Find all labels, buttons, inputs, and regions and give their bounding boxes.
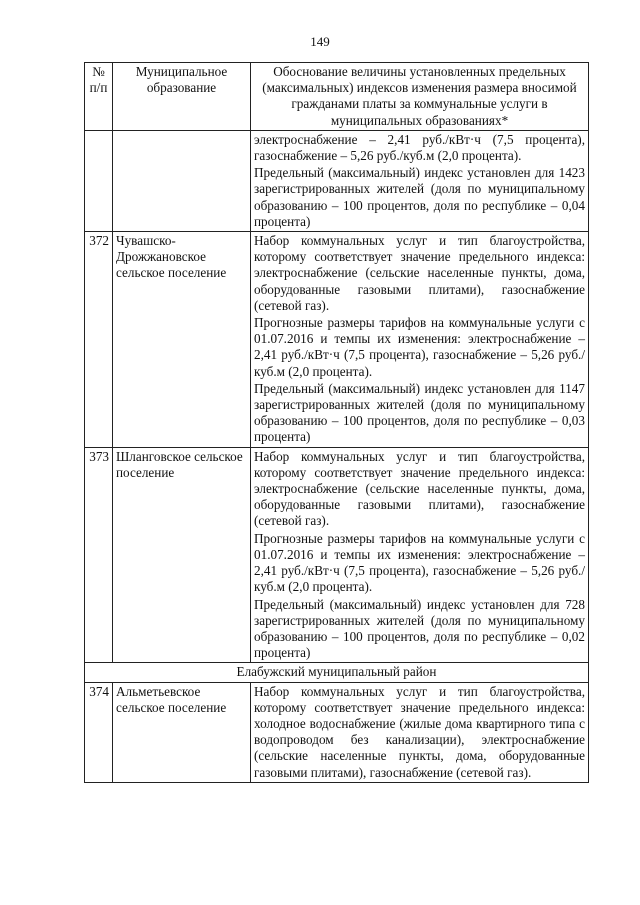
header-municipality: Муниципальное образование bbox=[113, 63, 251, 131]
page-number: 149 bbox=[310, 34, 330, 49]
paragraph: Прогнозные размеры тарифов на коммунальные услуги с 01.07.2016 и темпы их изменения: электроснабжение – 2,41 руб./кВт·ч (7,5 процента), газоснабжение – 5,26 руб./куб.м (2,0 процента). bbox=[254, 315, 585, 379]
row-municipality: Чувашско-Дрожжановское сельское поселение bbox=[113, 232, 251, 448]
paragraph: Набор коммунальных услуг и тип благоустройства, которому соответствует значение предельного индекса: холодное водоснабжение (жилые дома квартирного типа с водопроводом без канализации), электроснабжение (сельские населенные пункты, дома, оборудованные газовыми плитами), газоснабжение (сетевой газ). bbox=[254, 683, 585, 780]
table-row-372 bbox=[85, 232, 589, 448]
paragraph: Набор коммунальных услуг и тип благоустройства, которому соответствует значение предельного индекса: электроснабжение (сельские населенные пункты, дома, оборудованные газовыми плитами), газоснабжение (сетевой газ). bbox=[254, 448, 585, 529]
row-num: 372 bbox=[85, 232, 113, 448]
paragraph: Прогнозные размеры тарифов на коммунальные услуги с 01.07.2016 и темпы их изменения: электроснабжение – 2,41 руб./кВт·ч (7,5 процента), газоснабжение – 5,26 руб./куб.м (2,0 процента). bbox=[254, 530, 585, 595]
table-header-row bbox=[85, 63, 589, 131]
paragraph: Предельный (максимальный) индекс установлен для 1423 зарегистрированных жителей (доля по муниципальному образованию – 100 процентов, доля по республике – 0,04 процента) bbox=[254, 165, 585, 229]
district-heading-row bbox=[85, 663, 589, 682]
row-justification bbox=[251, 682, 589, 782]
tariff-index-table bbox=[84, 62, 589, 783]
row-num-empty bbox=[85, 130, 113, 231]
table-row-373 bbox=[85, 447, 589, 663]
district-heading: Елабужский муниципальный район bbox=[85, 663, 589, 682]
row-municipality-empty bbox=[113, 130, 251, 231]
header-justification: Обоснование величины установленных предельных (максимальных) индексов изменения размера вносимой гражданами платы за коммунальные услуги в муниципальных образованиях* bbox=[251, 63, 589, 131]
row-justification bbox=[251, 232, 589, 448]
table-row-374 bbox=[85, 682, 589, 782]
paragraph: Предельный (максимальный) индекс установлен для 728 зарегистрированных жителей (доля по муниципальному образованию – 100 процентов, доля по республике – 0,02 процента) bbox=[254, 596, 585, 661]
row-num: 374 bbox=[85, 682, 113, 782]
row-municipality: Шланговское сельское поселение bbox=[113, 447, 251, 663]
row-num: 373 bbox=[85, 447, 113, 663]
header-num: № п/п bbox=[85, 63, 113, 131]
paragraph: электроснабжение – 2,41 руб./кВт·ч (7,5 процента), газоснабжение – 5,26 руб./куб.м (2,0 процента). bbox=[254, 131, 585, 164]
row-municipality: Альметьевское сельское поселение bbox=[113, 682, 251, 782]
row-justification bbox=[251, 130, 589, 231]
paragraph: Набор коммунальных услуг и тип благоустройства, которому соответствует значение предельного индекса: электроснабжение (сельские населенные пункты, дома, оборудованные газовыми плитами), газоснабжение (сетевой газ). bbox=[254, 233, 585, 313]
table-row-continuation bbox=[85, 130, 589, 231]
paragraph: Предельный (максимальный) индекс установлен для 1147 зарегистрированных жителей (доля по муниципальному образованию – 100 процентов, доля по республике – 0,03 процента) bbox=[254, 380, 585, 445]
row-justification bbox=[251, 447, 589, 663]
